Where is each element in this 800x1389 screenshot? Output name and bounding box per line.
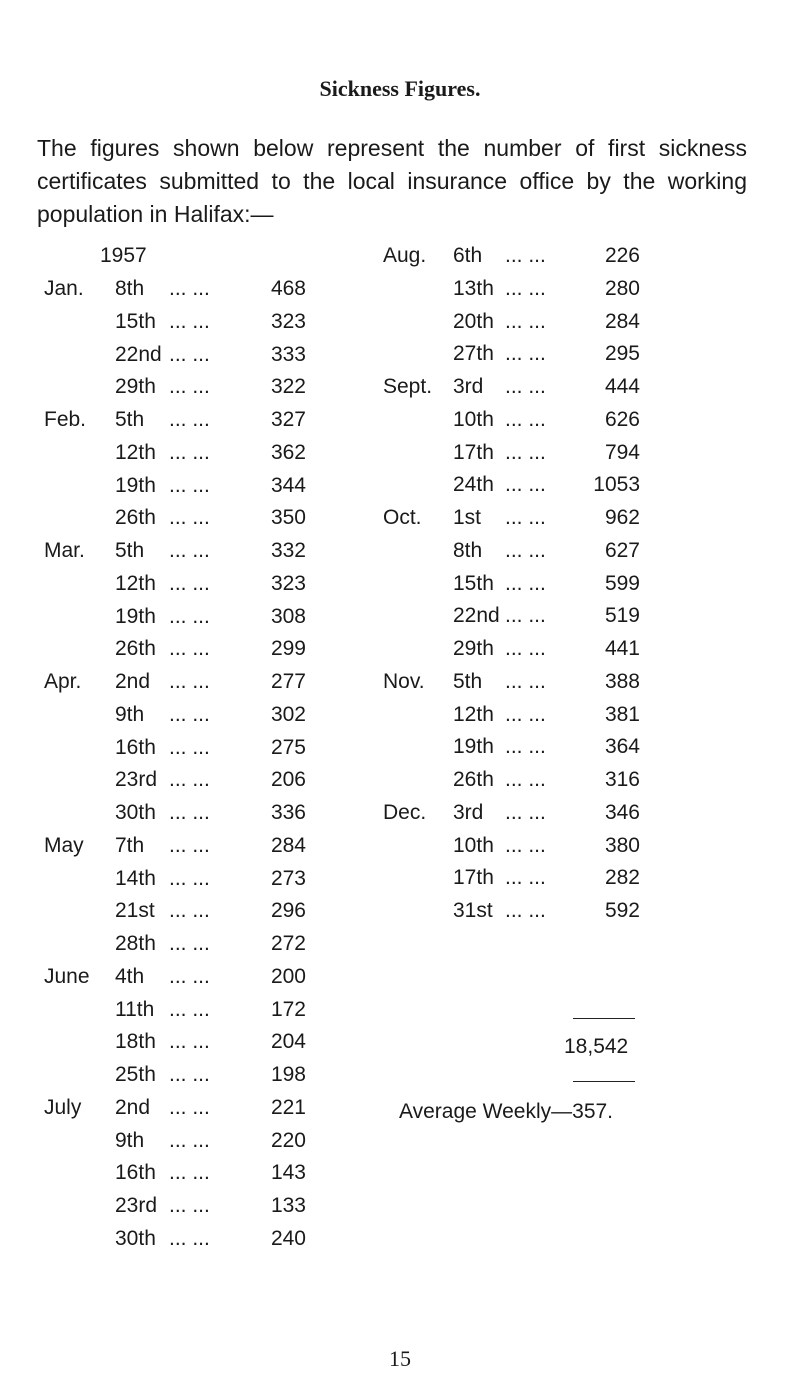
year-label: 1957 [100, 244, 147, 267]
leader-dots: ... ... [505, 604, 546, 628]
date-label: 28th [115, 932, 156, 955]
date-label: 9th [115, 1128, 145, 1152]
leader-dots: ... ... [169, 604, 210, 628]
count-value: 172 [270, 997, 306, 1021]
leader-dots: ... ... [505, 342, 546, 366]
leader-dots: ... ... [169, 440, 210, 464]
count-value: 350 [270, 506, 306, 530]
count-value: 381 [604, 702, 640, 726]
table-row [0, 1156, 800, 1190]
count-value: 344 [270, 473, 306, 497]
date-label: 21st [115, 899, 155, 923]
leader-dots: ... ... [169, 964, 210, 988]
month-label: Mar. [44, 539, 85, 562]
count-value: 240 [270, 1226, 306, 1250]
month-label: Dec. [383, 800, 427, 824]
date-label: 22nd [453, 604, 500, 628]
count-value: 364 [604, 735, 640, 759]
table-row [0, 829, 800, 863]
leader-dots: ... ... [505, 440, 546, 464]
date-label: 29th [115, 375, 156, 399]
date-label: 7th [115, 833, 145, 857]
table-row [0, 468, 800, 502]
table-row [0, 567, 800, 601]
month-label: Sept. [383, 375, 433, 398]
leader-dots: ... ... [505, 276, 546, 300]
count-value: 280 [604, 276, 640, 300]
date-label: 17th [453, 440, 494, 464]
table-row [0, 1189, 800, 1223]
table-row [0, 305, 800, 339]
leader-dots: ... ... [505, 833, 546, 857]
date-label: 23rd [115, 1194, 158, 1217]
month-label: Aug. [383, 244, 427, 267]
leader-dots: ... ... [169, 1030, 210, 1054]
month-label: Jan. [44, 277, 84, 300]
date-label: 12th [115, 571, 156, 595]
leader-dots: ... ... [169, 801, 210, 824]
count-value: 332 [270, 539, 306, 562]
leader-dots: ... ... [505, 702, 546, 726]
leader-dots: ... ... [169, 866, 210, 890]
leader-dots: ... ... [169, 735, 210, 759]
date-label: 16th [115, 1161, 156, 1185]
count-value: 133 [270, 1194, 306, 1217]
count-value: 204 [270, 1030, 306, 1054]
table-row [0, 730, 800, 764]
date-label: 19th [115, 604, 156, 628]
count-value: 316 [604, 768, 640, 791]
total-rule-top [573, 1018, 635, 1019]
table-row [0, 436, 800, 470]
count-value: 275 [270, 735, 306, 759]
leader-dots: ... ... [169, 1194, 210, 1217]
total-value: 18,542 [564, 1035, 629, 1058]
count-value: 626 [604, 407, 640, 431]
leader-dots: ... ... [169, 1128, 210, 1152]
leader-dots: ... ... [169, 833, 210, 857]
leader-dots: ... ... [505, 669, 546, 693]
date-label: 19th [115, 473, 156, 497]
month-label: Oct. [383, 506, 422, 529]
count-value: 962 [604, 506, 640, 529]
leader-dots: ... ... [169, 1226, 210, 1250]
date-label: 18th [115, 1030, 156, 1054]
average-weekly: Average Weekly—357. [399, 1100, 614, 1123]
table-row [0, 272, 800, 306]
table-row [0, 698, 800, 732]
leader-dots: ... ... [169, 277, 210, 300]
date-label: 13th [453, 276, 494, 300]
date-label: 17th [453, 866, 494, 890]
leader-dots: ... ... [505, 637, 546, 660]
leader-dots: ... ... [505, 768, 546, 791]
table-row [0, 927, 800, 961]
date-label: 12th [115, 440, 156, 464]
page-number: 15 [389, 1346, 411, 1371]
date-label: 25th [115, 1063, 156, 1086]
leader-dots: ... ... [169, 473, 210, 497]
table-row [0, 632, 800, 666]
count-value: 296 [270, 899, 306, 923]
count-value: 308 [270, 604, 306, 628]
count-value: 441 [604, 637, 640, 660]
table-row [0, 239, 800, 273]
count-value: 1053 [593, 473, 640, 497]
date-label: 15th [115, 309, 156, 333]
leader-dots: ... ... [169, 1161, 210, 1185]
leader-dots: ... ... [169, 1095, 210, 1119]
count-value: 362 [270, 440, 306, 464]
count-value: 299 [270, 637, 306, 661]
leader-dots: ... ... [505, 506, 546, 529]
count-value: 198 [270, 1063, 306, 1086]
table-row [0, 894, 800, 928]
date-label: 30th [115, 1226, 156, 1250]
leader-dots: ... ... [169, 539, 210, 562]
table-row [0, 403, 800, 437]
total-rule-bottom [573, 1081, 635, 1082]
count-value: 206 [270, 768, 306, 792]
leader-dots: ... ... [505, 375, 546, 398]
date-label: 26th [115, 637, 156, 661]
date-label: 4th [115, 964, 145, 988]
leader-dots: ... ... [169, 506, 210, 530]
table-row [0, 1025, 800, 1059]
count-value: 200 [270, 964, 306, 988]
leader-dots: ... ... [169, 309, 210, 333]
count-value: 302 [270, 702, 306, 726]
date-label: 10th [453, 407, 494, 431]
date-label: 5th [115, 539, 145, 562]
date-label: 31st [453, 899, 493, 922]
date-label: 2nd [115, 670, 151, 693]
leader-dots: ... ... [505, 309, 546, 333]
date-label: 12th [453, 702, 494, 726]
table-row [0, 960, 800, 994]
date-label: 11th [115, 997, 155, 1021]
leader-dots: ... ... [505, 244, 546, 267]
leader-dots: ... ... [169, 899, 210, 923]
table-row [0, 763, 800, 797]
leader-dots: ... ... [169, 637, 210, 661]
month-label: July [44, 1095, 82, 1119]
leader-dots: ... ... [505, 407, 546, 431]
count-value: 380 [604, 833, 640, 857]
leader-dots: ... ... [169, 670, 210, 693]
leader-dots: ... ... [169, 768, 210, 792]
leader-dots: ... ... [169, 932, 210, 955]
date-label: 9th [115, 702, 145, 726]
count-value: 519 [604, 604, 640, 628]
date-label: 6th [453, 244, 483, 267]
leader-dots: ... ... [505, 866, 546, 890]
leader-dots: ... ... [169, 702, 210, 726]
count-value: 284 [604, 309, 640, 333]
page-title: Sickness Figures. [319, 76, 481, 101]
count-value: 468 [270, 277, 306, 300]
count-value: 346 [604, 800, 640, 824]
date-label: 30th [115, 801, 156, 824]
date-label: 8th [115, 277, 145, 300]
count-value: 336 [270, 801, 306, 824]
leader-dots: ... ... [505, 571, 546, 595]
count-value: 323 [270, 571, 306, 595]
month-label: May [44, 833, 84, 857]
leader-dots: ... ... [505, 538, 546, 562]
date-label: 15th [453, 571, 494, 595]
date-label: 26th [453, 768, 494, 791]
table-row [0, 337, 800, 371]
count-value: 221 [270, 1095, 306, 1119]
date-label: 23rd [115, 768, 158, 792]
leader-dots: ... ... [169, 342, 210, 366]
count-value: 143 [270, 1161, 306, 1185]
month-label: Apr. [44, 670, 82, 693]
count-value: 273 [270, 866, 306, 890]
table-row [0, 370, 800, 404]
table-row [0, 993, 800, 1027]
count-value: 226 [604, 244, 640, 267]
count-value: 444 [604, 375, 640, 398]
leader-dots: ... ... [169, 375, 210, 399]
table-row [0, 501, 800, 535]
date-label: 5th [115, 408, 145, 431]
date-label: 16th [115, 735, 156, 759]
count-value: 322 [270, 375, 306, 399]
intro-paragraph: The figures shown below represent the number of first sickness certificates submitted to the local insurance office by the working population in Halifax:— [37, 135, 747, 227]
count-value: 794 [604, 440, 640, 464]
month-label: June [44, 964, 90, 988]
date-label: 26th [115, 506, 156, 530]
count-value: 333 [270, 342, 306, 366]
leader-dots: ... ... [505, 735, 546, 759]
count-value: 277 [270, 670, 306, 693]
date-label: 19th [453, 735, 494, 759]
leader-dots: ... ... [169, 1063, 210, 1086]
date-label: 14th [115, 866, 156, 890]
date-label: 10th [453, 833, 494, 857]
leader-dots: ... ... [505, 473, 546, 497]
count-value: 599 [604, 571, 640, 595]
count-value: 627 [604, 538, 640, 562]
leader-dots: ... ... [169, 408, 210, 431]
leader-dots: ... ... [169, 997, 210, 1021]
count-value: 592 [604, 899, 640, 922]
date-label: 24th [453, 473, 494, 497]
date-label: 3rd [453, 375, 484, 398]
count-value: 295 [604, 342, 640, 366]
table-row [0, 1058, 800, 1092]
table-row [0, 599, 800, 633]
date-label: 20th [453, 309, 494, 333]
date-label: 22nd [115, 342, 162, 366]
table-row [0, 534, 800, 568]
table-row [0, 665, 800, 699]
date-label: 27th [453, 342, 494, 366]
date-label: 5th [453, 669, 483, 693]
table-row [0, 796, 800, 830]
count-value: 388 [604, 669, 640, 693]
date-label: 8th [453, 538, 483, 562]
leader-dots: ... ... [505, 899, 546, 922]
month-label: Feb. [44, 408, 87, 431]
date-label: 1st [453, 506, 482, 529]
table-row [0, 861, 800, 895]
date-label: 3rd [453, 800, 484, 824]
month-label: Nov. [383, 669, 425, 693]
count-value: 282 [604, 866, 640, 890]
count-value: 323 [270, 309, 306, 333]
count-value: 220 [270, 1128, 306, 1152]
count-value: 272 [270, 932, 306, 955]
count-value: 327 [270, 408, 306, 431]
table-row [0, 1222, 800, 1256]
leader-dots: ... ... [169, 571, 210, 595]
date-label: 2nd [115, 1095, 151, 1119]
leader-dots: ... ... [505, 800, 546, 824]
date-label: 29th [453, 637, 494, 660]
count-value: 284 [270, 833, 306, 857]
